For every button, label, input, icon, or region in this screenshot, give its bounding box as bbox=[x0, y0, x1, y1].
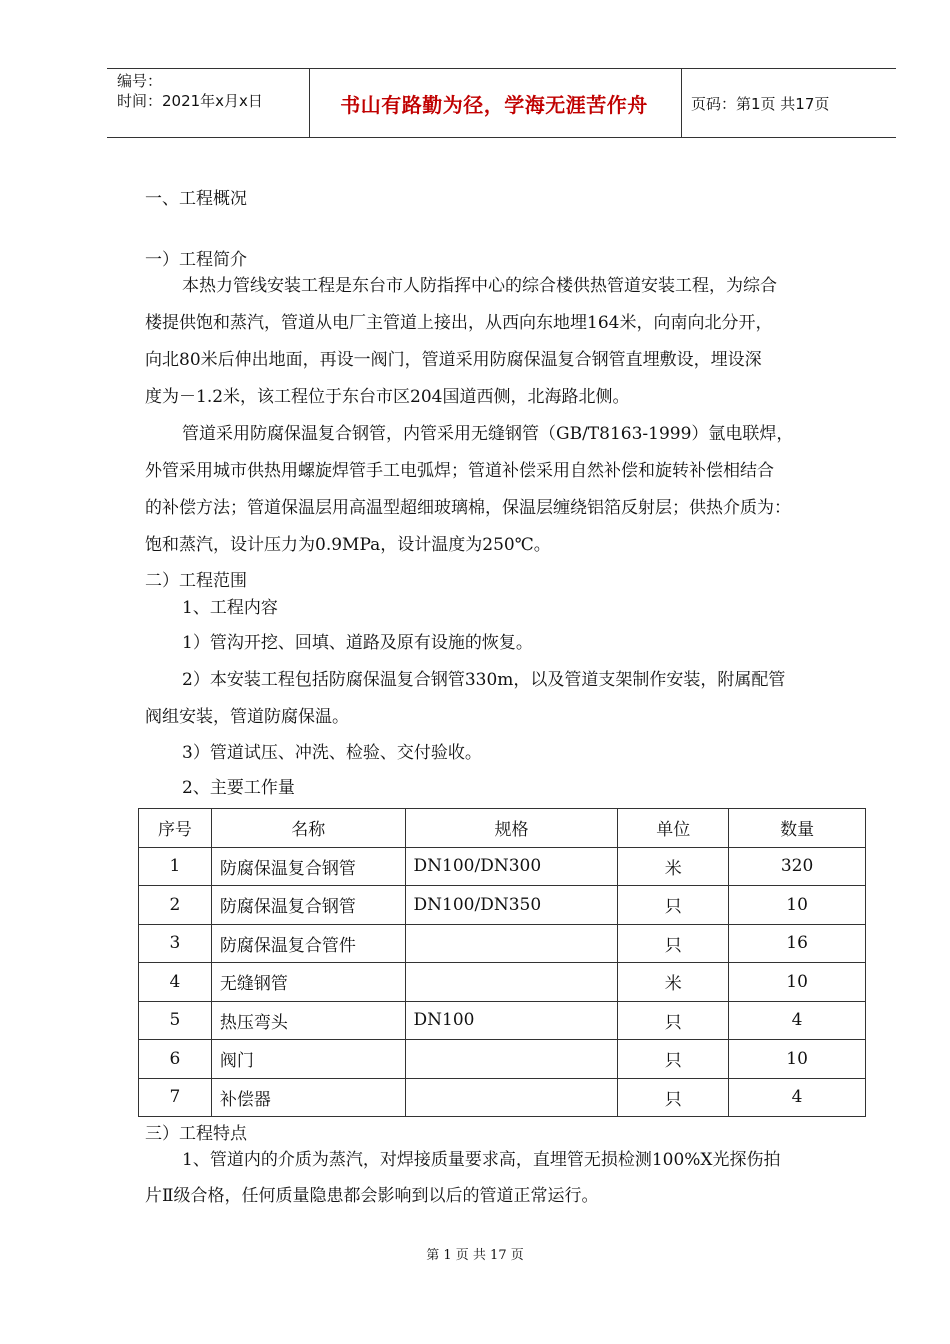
spec-paragraph-line: 外管采用城市供热用螺旋焊管手工电弧焊；管道补偿采用自然补偿和旋转补偿相结合 bbox=[145, 461, 774, 481]
table-row bbox=[139, 847, 866, 886]
table-cell: 4 bbox=[729, 1078, 866, 1117]
table-cell: DN100 bbox=[405, 1001, 618, 1040]
table-cell: DN100/DN350 bbox=[405, 886, 618, 925]
table-cell: 4 bbox=[139, 963, 212, 1002]
table-cell: 米 bbox=[618, 963, 729, 1002]
table-cell: 10 bbox=[729, 886, 866, 925]
table-cell: 2 bbox=[139, 886, 212, 925]
table-cell: 7 bbox=[139, 1078, 212, 1117]
table-cell bbox=[405, 924, 618, 963]
intro-paragraph-line: 向北80米后伸出地面，再设一阀门，管道采用防腐保温复合钢管直埋敷设，埋设深 bbox=[145, 350, 762, 370]
document-date-label: 时间：2021年x月x日 bbox=[117, 92, 263, 110]
table-cell: 只 bbox=[618, 924, 729, 963]
table-cell: 10 bbox=[729, 1040, 866, 1079]
table-row bbox=[139, 886, 866, 925]
table-row bbox=[139, 1001, 866, 1040]
table-cell: 5 bbox=[139, 1001, 212, 1040]
table-cell bbox=[405, 1078, 618, 1117]
scope-item: 1）管沟开挖、回填、道路及原有设施的恢复。 bbox=[182, 633, 533, 653]
spec-paragraph-line: 饱和蒸汽，设计压力为0.9MPa，设计温度为250℃。 bbox=[145, 535, 551, 555]
header-meta bbox=[117, 71, 263, 111]
subsection-title-scope: 二）工程范围 bbox=[145, 571, 247, 591]
table-cell: 只 bbox=[618, 1040, 729, 1079]
table-header-cell: 序号 bbox=[139, 809, 212, 848]
workload-heading: 2、主要工作量 bbox=[182, 778, 295, 798]
table-cell: 防腐保温复合钢管 bbox=[211, 886, 405, 925]
page-footer: 第 1 页 共 17 页 bbox=[426, 1248, 524, 1263]
table-cell: 4 bbox=[729, 1001, 866, 1040]
table-header-cell: 规格 bbox=[405, 809, 618, 848]
table-cell: 1 bbox=[139, 847, 212, 886]
workload-table bbox=[138, 808, 866, 1117]
table-row bbox=[139, 1040, 866, 1079]
header-page-label: 页码：第1页 共17页 bbox=[691, 94, 830, 113]
scope-item: 3）管道试压、冲洗、检验、交付验收。 bbox=[182, 743, 482, 763]
table-header-cell: 数量 bbox=[729, 809, 866, 848]
spec-paragraph-line: 管道采用防腐保温复合钢管，内管采用无缝钢管（GB/T8163-1999）氩电联焊， bbox=[182, 424, 794, 444]
intro-paragraph-line: 度为－1.2米，该工程位于东台市区204国道西侧，北海路北侧。 bbox=[145, 387, 630, 407]
page-header bbox=[107, 68, 896, 138]
table-cell: 只 bbox=[618, 1078, 729, 1117]
section-title: 一、工程概况 bbox=[145, 189, 247, 209]
table-row bbox=[139, 924, 866, 963]
feature-paragraph-line: 1、管道内的介质为蒸汽，对焊接质量要求高，直埋管无损检测100%X光探伤拍 bbox=[182, 1150, 781, 1170]
table-cell: 热压弯头 bbox=[211, 1001, 405, 1040]
table-cell: 只 bbox=[618, 886, 729, 925]
table-row bbox=[139, 963, 866, 1002]
spec-paragraph-line: 的补偿方法；管道保温层用高温型超细玻璃棉，保温层缠绕铝箔反射层；供热介质为： bbox=[145, 498, 791, 518]
table-cell bbox=[405, 963, 618, 1002]
intro-paragraph-line: 楼提供饱和蒸汽，管道从电厂主管道上接出，从西向东地埋164米，向南向北分开， bbox=[145, 313, 773, 333]
table-cell bbox=[405, 1040, 618, 1079]
table-row bbox=[139, 1078, 866, 1117]
subsection-title-features: 三）工程特点 bbox=[145, 1124, 247, 1144]
table-cell: 320 bbox=[729, 847, 866, 886]
table-cell: 阀门 bbox=[211, 1040, 405, 1079]
table-header-cell: 名称 bbox=[211, 809, 405, 848]
table-cell: 只 bbox=[618, 1001, 729, 1040]
table-header-cell: 单位 bbox=[618, 809, 729, 848]
feature-paragraph-line: 片Ⅱ级合格，任何质量隐患都会影响到以后的管道正常运行。 bbox=[145, 1186, 599, 1206]
table-cell: DN100/DN300 bbox=[405, 847, 618, 886]
table-cell: 补偿器 bbox=[211, 1078, 405, 1117]
table-cell: 防腐保温复合钢管 bbox=[211, 847, 405, 886]
header-motto: 书山有路勤为径，学海无涯苦作舟 bbox=[340, 92, 648, 117]
scope-item: 2）本安装工程包括防腐保温复合钢管330m，以及管道支架制作安装，附属配管 bbox=[182, 670, 786, 690]
scope-heading: 1、工程内容 bbox=[182, 598, 278, 618]
scope-item-continued: 阀组安装，管道防腐保温。 bbox=[145, 707, 349, 727]
table-cell: 16 bbox=[729, 924, 866, 963]
header-divider-right bbox=[681, 69, 682, 137]
table-cell: 无缝钢管 bbox=[211, 963, 405, 1002]
table-cell: 6 bbox=[139, 1040, 212, 1079]
document-number-label: 编号： bbox=[117, 72, 163, 90]
table-header-row bbox=[139, 809, 866, 848]
subsection-title-intro: 一）工程简介 bbox=[145, 250, 247, 270]
table-cell: 米 bbox=[618, 847, 729, 886]
table-cell: 3 bbox=[139, 924, 212, 963]
table-cell: 10 bbox=[729, 963, 866, 1002]
table-cell: 防腐保温复合管件 bbox=[211, 924, 405, 963]
intro-paragraph-line: 本热力管线安装工程是东台市人防指挥中心的综合楼供热管道安装工程，为综合 bbox=[182, 276, 777, 296]
